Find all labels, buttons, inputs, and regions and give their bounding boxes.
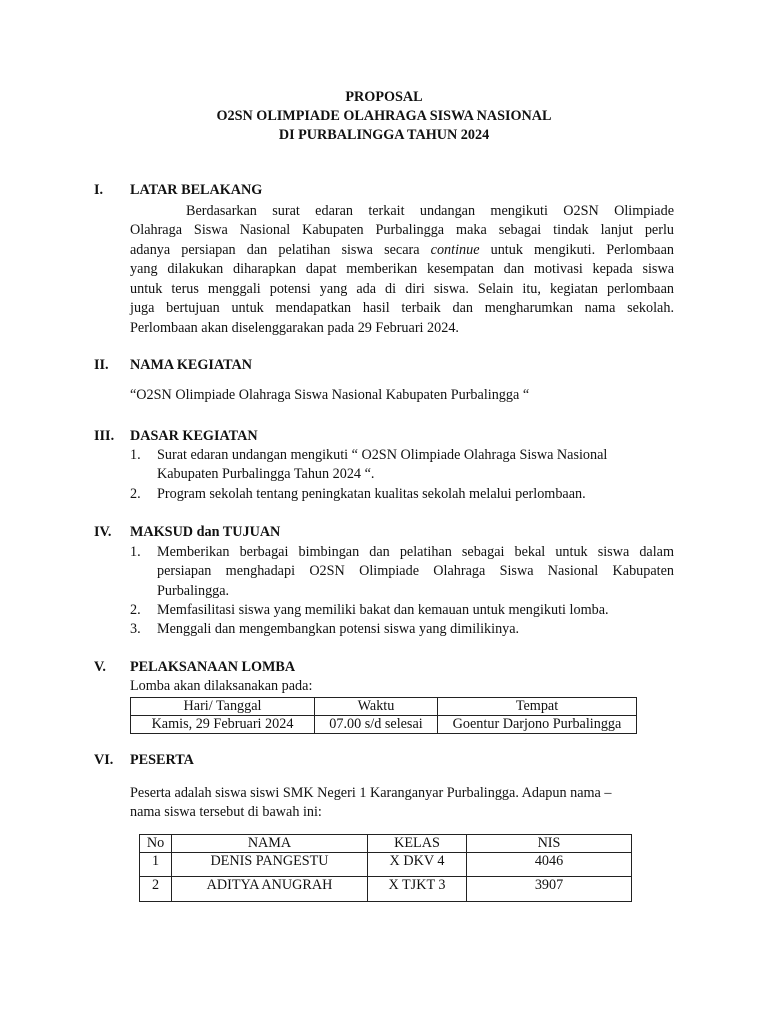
section-5-intro: Lomba akan dilaksanakan pada: (130, 678, 313, 694)
list-item-number: 2. (130, 486, 141, 502)
list-item-number: 3. (130, 621, 141, 637)
section-5-number: V. (94, 659, 106, 675)
table-header-time: Waktu (315, 698, 438, 716)
table-cell-time: 07.00 s/d selesai (315, 716, 438, 734)
list-item-text-cont: Kabupaten Purbalingga Tahun 2024 “. (157, 466, 375, 482)
doc-title: PROPOSAL (345, 89, 423, 105)
section-2-number: II. (94, 357, 109, 373)
section-3-title: DASAR KEGIATAN (130, 428, 258, 444)
table-cell-name: DENIS PANGESTU (172, 853, 368, 877)
section-1-line-3 (130, 241, 674, 261)
section-1-line-3-post: untuk mengikuti. Perlombaan (490, 242, 674, 258)
section-1-line-2: Olahraga Siswa Nasional Kabupaten Purbalingga maka sebagai tindak lanjut perlu (130, 222, 674, 238)
section-1-line-3-pre: adanya persiapan dan pelatihan siswa secara (130, 242, 420, 258)
list-item-text-cont: persiapan menghadapi O2SN Olimpiade Olahraga Siswa Nasional Kabupaten (157, 563, 674, 579)
table-header-class: KELAS (368, 835, 467, 853)
list-item-text: Memfasilitasi siswa yang memiliki bakat dan kemauan untuk mengikuti lomba. (157, 602, 609, 618)
participants-table (139, 834, 632, 902)
table-cell-place: Goentur Darjono Purbalingga (438, 716, 637, 734)
list-item-text: Memberikan berbagai bimbingan dan pelatihan sebagai bekal untuk siswa dalam (157, 544, 674, 560)
list-item-text-cont: Purbalingga. (157, 583, 230, 599)
list-item-number: 1. (130, 447, 141, 463)
section-1-title: LATAR BELAKANG (130, 182, 263, 198)
table-header-place: Tempat (438, 698, 637, 716)
list-item-number: 1. (130, 544, 141, 560)
section-3-number: III. (94, 428, 115, 444)
table-cell-nis: 3907 (467, 877, 632, 902)
section-1-line-5: untuk terus menggali potensi yang ada di diri siswa. Selain itu, kegiatan perlombaan (130, 281, 674, 297)
table-cell-class: X DKV 4 (368, 853, 467, 877)
table-row (140, 877, 632, 902)
section-4-number: IV. (94, 524, 112, 540)
list-item-text: Menggali dan mengembangkan potensi siswa yang dimilikinya. (157, 621, 520, 637)
section-1-number: I. (94, 182, 104, 198)
section-2-title: NAMA KEGIATAN (130, 357, 253, 373)
table-header-no: No (140, 835, 172, 853)
section-6-number: VI. (94, 752, 114, 768)
table-cell-date: Kamis, 29 Februari 2024 (131, 716, 315, 734)
table-row (140, 853, 632, 877)
schedule-table (130, 697, 637, 734)
section-1-line-7: Perlombaan akan diselenggarakan pada 29 Februari 2024. (130, 320, 459, 336)
table-header-date: Hari/ Tanggal (131, 698, 315, 716)
section-6-line-2: nama siswa tersebut di bawah ini: (130, 804, 322, 820)
table-cell-no: 2 (140, 877, 172, 902)
doc-subtitle: O2SN OLIMPIADE OLAHRAGA SISWA NASIONAL (216, 108, 552, 124)
table-cell-no: 1 (140, 853, 172, 877)
doc-subtitle-2: DI PURBALINGGA TAHUN 2024 (278, 127, 490, 143)
section-6-title: PESERTA (130, 752, 194, 768)
table-cell-name: ADITYA ANUGRAH (172, 877, 368, 902)
table-header-nis: NIS (467, 835, 632, 853)
list-item-text: Program sekolah tentang peningkatan kualitas sekolah melalui perlombaan. (157, 486, 586, 502)
table-cell-class: X TJKT 3 (368, 877, 467, 902)
section-2-text: “O2SN Olimpiade Olahraga Siswa Nasional Kabupaten Purbalingga “ (130, 387, 530, 403)
section-1-line-4: yang dilakukan diharapkan dapat memberikan kesempatan dan motivasi kepada siswa (130, 261, 674, 277)
table-cell-nis: 4046 (467, 853, 632, 877)
section-4-title: MAKSUD dan TUJUAN (130, 524, 281, 540)
list-item-text: Surat edaran undangan mengikuti “ O2SN Olimpiade Olahraga Siswa Nasional (157, 447, 608, 463)
section-5-title: PELAKSANAAN LOMBA (130, 659, 296, 675)
table-header-name: NAMA (172, 835, 368, 853)
section-1-line-6: juga bertujuan untuk mendapatkan hasil terbaik dan mengharumkan nama sekolah. (130, 300, 674, 316)
section-1-line-1: Berdasarkan surat edaran terkait undangan mengikuti O2SN Olimpiade (186, 203, 674, 219)
section-1-italic-word: continue (430, 242, 480, 258)
section-6-line-1: Peserta adalah siswa siswi SMK Negeri 1 Karanganyar Purbalingga. Adapun nama – (130, 785, 612, 801)
list-item-number: 2. (130, 602, 141, 618)
